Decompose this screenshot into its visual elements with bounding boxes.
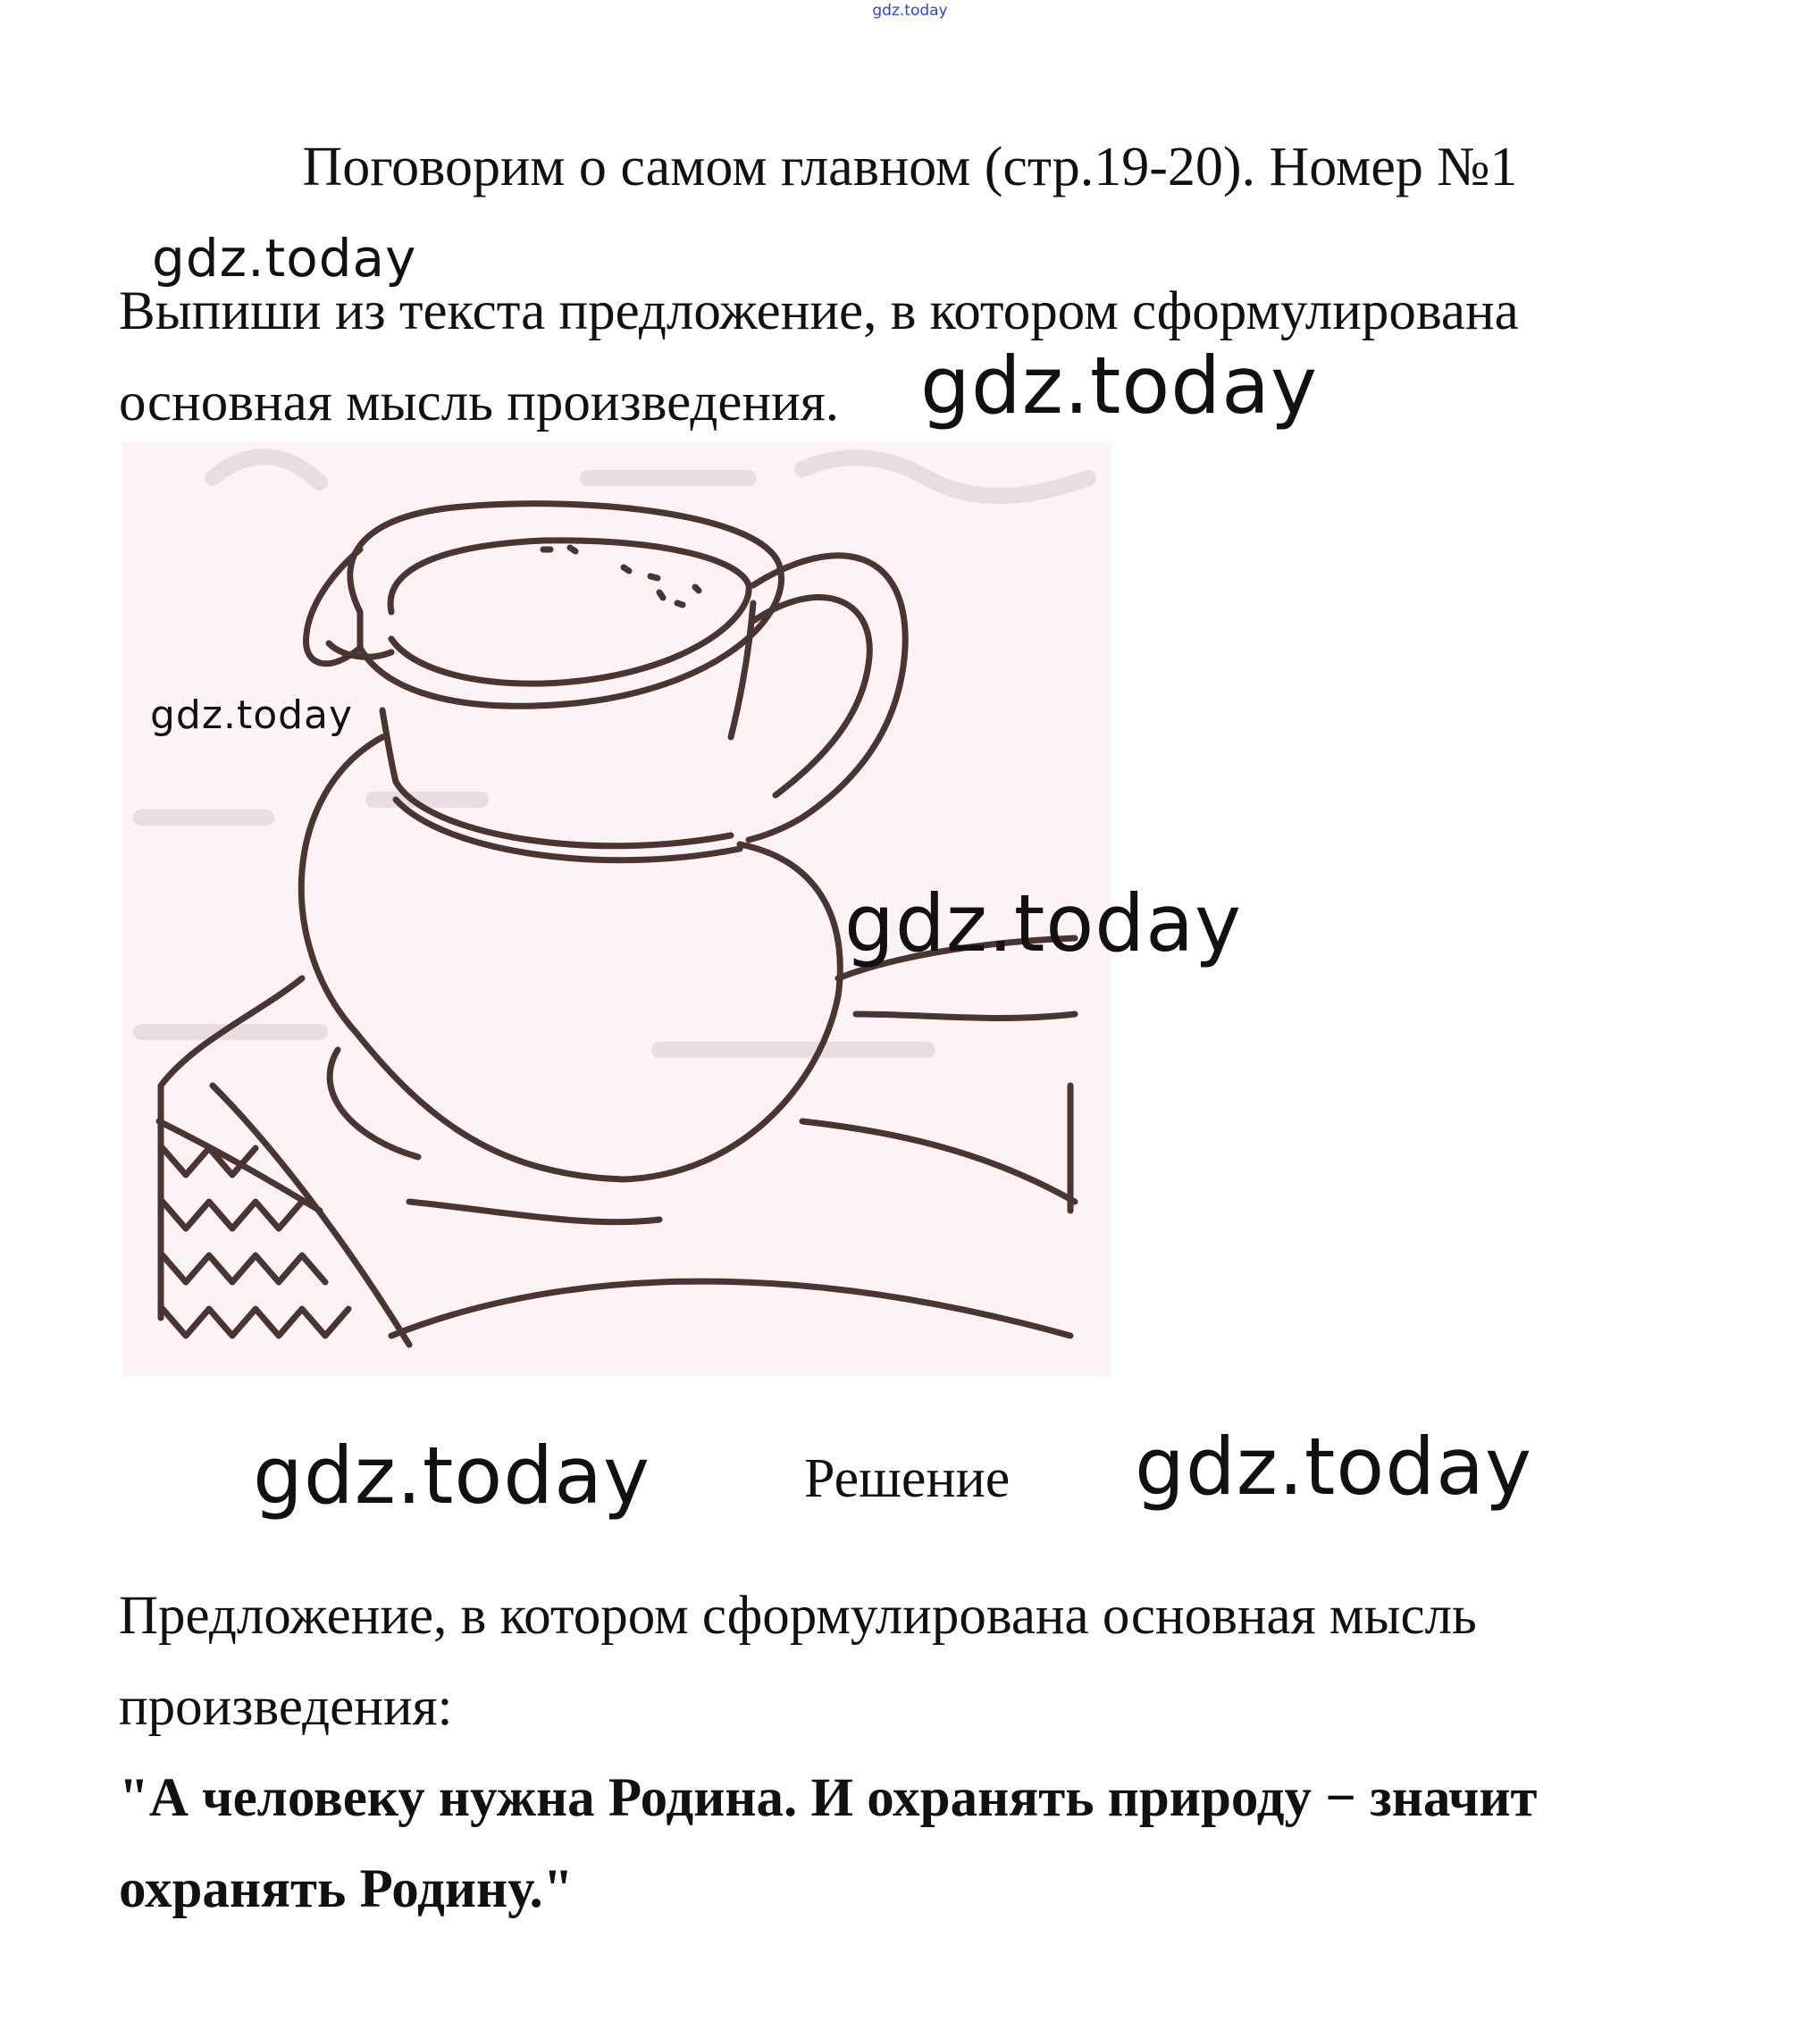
watermark: gdz.today bbox=[150, 692, 354, 738]
site-mark: gdz.today bbox=[872, 2, 948, 20]
watermark: gdz.today bbox=[1135, 1421, 1533, 1513]
task-line-1: Выпиши из текста предложение, в котором сформулирована bbox=[119, 281, 1519, 341]
watermark: gdz.today bbox=[920, 340, 1319, 432]
answer-quote bbox=[119, 1753, 1781, 1935]
quote-line-2: охранять Родину." bbox=[119, 1859, 574, 1919]
page-title: Поговорим о самом главном (стр.19-20). Номер №1 bbox=[302, 137, 1518, 197]
quote-line-1: "А человеку нужна Родина. И охранять природу − значит bbox=[119, 1768, 1538, 1828]
answer-line-2: произведения: bbox=[119, 1677, 453, 1737]
task-line-2: основная мысль произведения. bbox=[119, 373, 840, 432]
watermark: gdz.today bbox=[152, 228, 417, 289]
answer-line-1: Предложение, в котором сформулирована основная мысль bbox=[119, 1586, 1477, 1646]
watermark: gdz.today bbox=[253, 1430, 651, 1522]
answer-text bbox=[119, 1571, 1781, 1753]
watermark: gdz.today bbox=[844, 877, 1243, 969]
solution-heading: Решение bbox=[804, 1448, 1011, 1509]
